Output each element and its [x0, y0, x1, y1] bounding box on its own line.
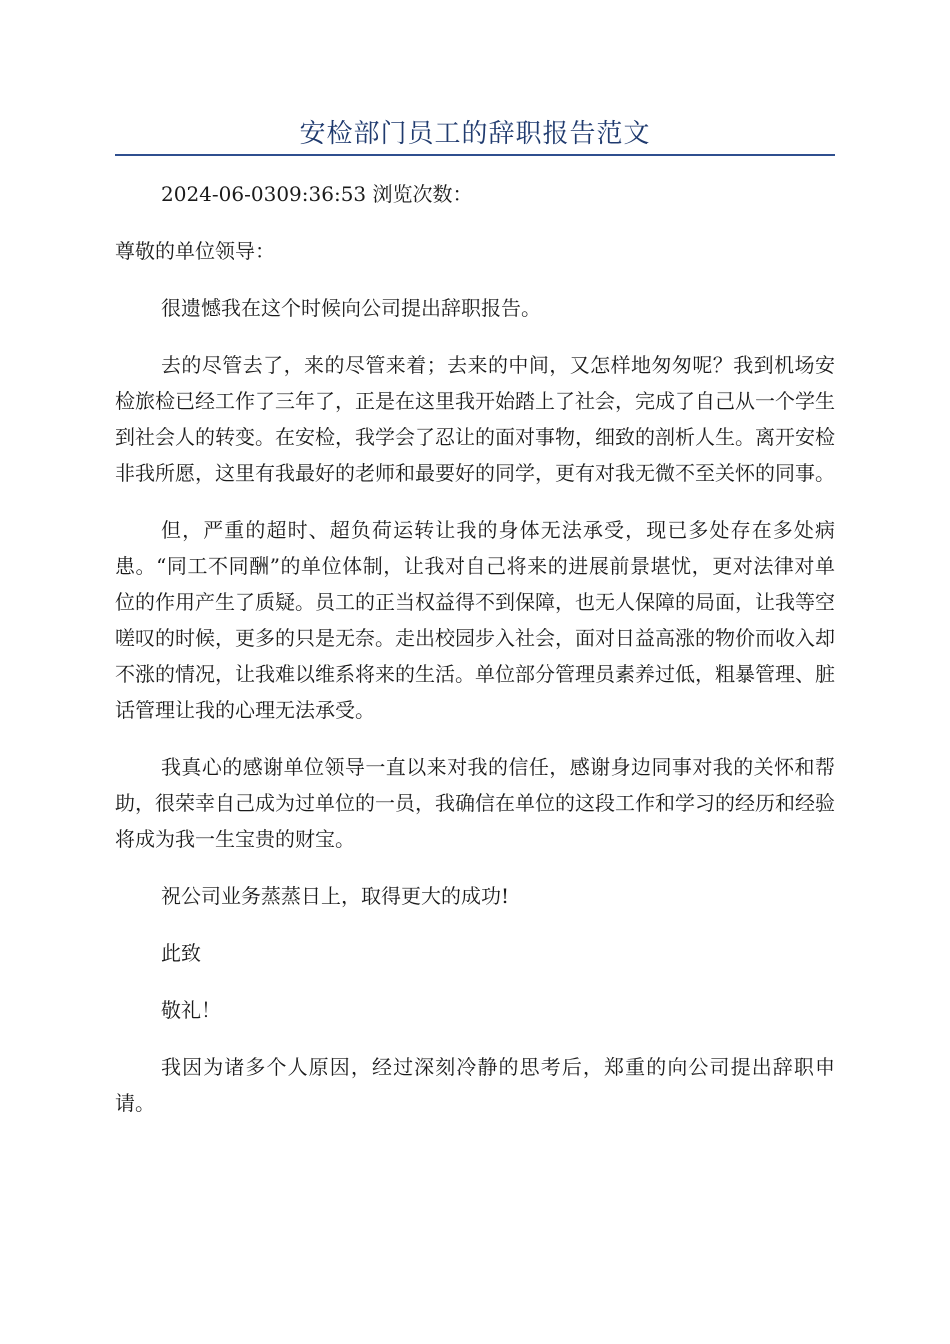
paragraph-1: 很遗憾我在这个时候向公司提出辞职报告。 — [161, 296, 541, 320]
salutation: 尊敬的单位领导： — [115, 239, 275, 263]
paragraph-3: 但，严重的超时、超负荷运转让我的身体无法承受，现已多处存在多处病患。“同工不同酬”的单位体制，让我对自己将来的进展前景堪忧，更对法律对单位的作用产生了质疑。员工的正当权益得不到保障，也无人保障的局面，让我等空嗟叹的时候，更多的只是无奈。走出校园步入社会，面对日益高涨的物价而收入却不涨的情况，让我难以维系将来的生活。单位部分管理员素养过低，粗暴管理、脏话管理让我的心理无法承受。 — [115, 518, 835, 722]
paragraph-final: 我因为诸多个人原因，经过深刻冷静的思考后，郑重的向公司提出辞职申请。 — [115, 1055, 835, 1115]
meta-line: 2024-06-0309:36:53 浏览次数： — [161, 182, 473, 206]
title-underline — [115, 154, 835, 156]
paragraph-4: 我真心的感谢单位领导一直以来对我的信任，感谢身边同事对我的关怀和帮助，很荣幸自己成为过单位的一员，我确信在单位的这段工作和学习的经历和经验将成为我一生宝贵的财宝。 — [115, 755, 835, 851]
document-title: 安检部门员工的辞职报告范文 — [299, 119, 651, 149]
document-body — [115, 176, 835, 1142]
closing-cizhi: 此致 — [161, 941, 201, 965]
closing-jingli: 敬礼！ — [161, 998, 221, 1022]
closing-wish: 祝公司业务蒸蒸日上，取得更大的成功! — [161, 884, 510, 908]
paragraph-2: 去的尽管去了，来的尽管来着；去来的中间，又怎样地匆匆呢？我到机场安检旅检已经工作了三年了，正是在这里我开始踏上了社会，完成了自己从一个学生到社会人的转变。在安检，我学会了忍让的面对事物，细致的剖析人生。离开安检非我所愿，这里有我最好的老师和最要好的同学，更有对我无微不至关怀的同事。 — [115, 353, 835, 485]
